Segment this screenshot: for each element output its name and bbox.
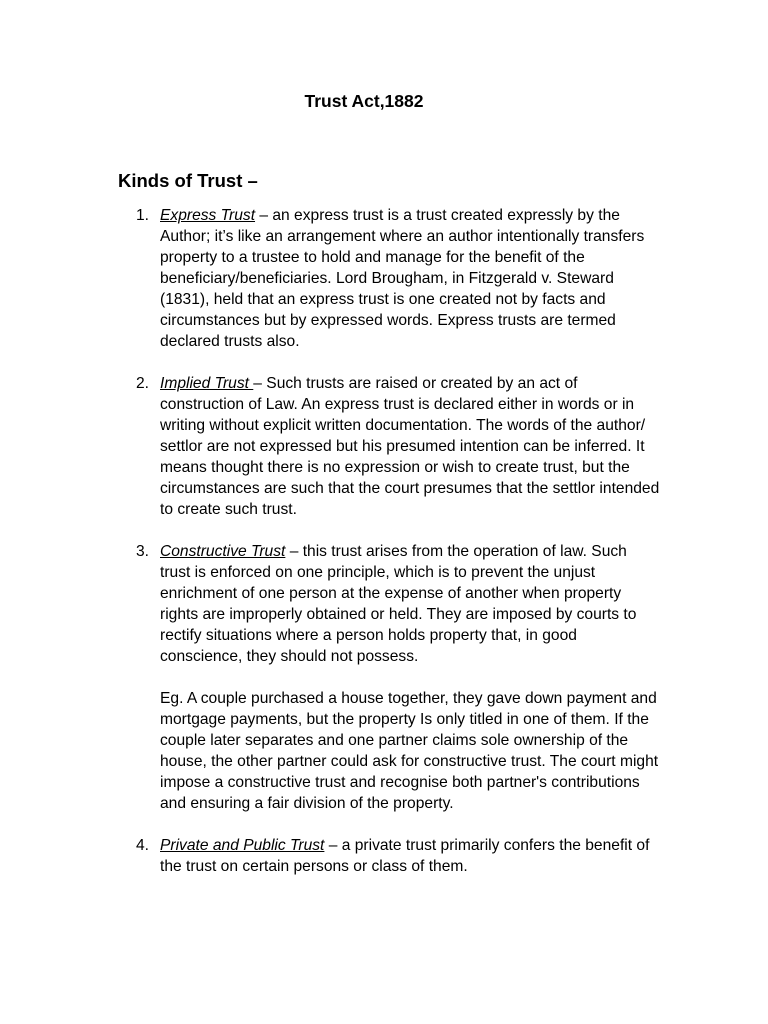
list-item-text: – a private trust primarily confers the benefit of the trust on certain persons or class of them. xyxy=(160,837,650,875)
trust-kinds-list xyxy=(136,205,660,877)
list-item xyxy=(136,205,660,352)
list-item-term: Implied Trust xyxy=(160,375,254,392)
list-item-term: Express Trust xyxy=(160,207,256,224)
list-item-text: – this trust arises from the operation of law. Such trust is enforced on one principle, which is to prevent the unjust enrichment of one person at the expense of another when property rights are improperly obtained or held. They are imposed by courts to rectify situations where a person holds property that, in good conscience, they should not possess. xyxy=(160,543,637,665)
list-item-text: – an express trust is a trust created expressly by the Author; it’s like an arrangement where an author intentionally transfers property to a trustee to hold and manage for the benefit of the beneficiary/beneficiaries. Lord Brougham, in Fitzgerald v. Steward (1831), held that an express trust is one created not by facts and circumstances but by expressed words. Express trusts are termed declared trusts also. xyxy=(160,207,645,350)
list-item-example: Eg. A couple purchased a house together, they gave down payment and mortgage payments, but the property Is only titled in one of them. If the couple later separates and one partner claims sole ownership of the house, the other partner could ask for constructive trust. The court might impose a constructive trust and recognise both partner's contributions and ensuring a fair division of the property. xyxy=(160,690,659,812)
list-item-number: 2. xyxy=(136,375,150,392)
list-item-text: – Such trusts are raised or created by an act of construction of Law. An express trust is declared either in words or in writing without explicit written documentation. The words of the author/ settlor are not expressed but his presumed intention can be inferred. It means thought there is no expression or wish to create trust, but the circumstances are such that the court presumes that the settlor intended to create such trust. xyxy=(160,375,660,518)
list-item-term: Constructive Trust xyxy=(160,543,286,560)
list-item xyxy=(136,835,660,877)
list-item xyxy=(136,541,660,814)
list-item-number: 1. xyxy=(136,207,150,224)
document-title: Trust Act,1882 xyxy=(304,91,424,111)
section-heading: Kinds of Trust – xyxy=(118,170,258,191)
list-item-number: 3. xyxy=(136,543,150,560)
list-item xyxy=(136,373,660,520)
list-item-number: 4. xyxy=(136,837,150,854)
list-item-term: Private and Public Trust xyxy=(160,837,325,854)
